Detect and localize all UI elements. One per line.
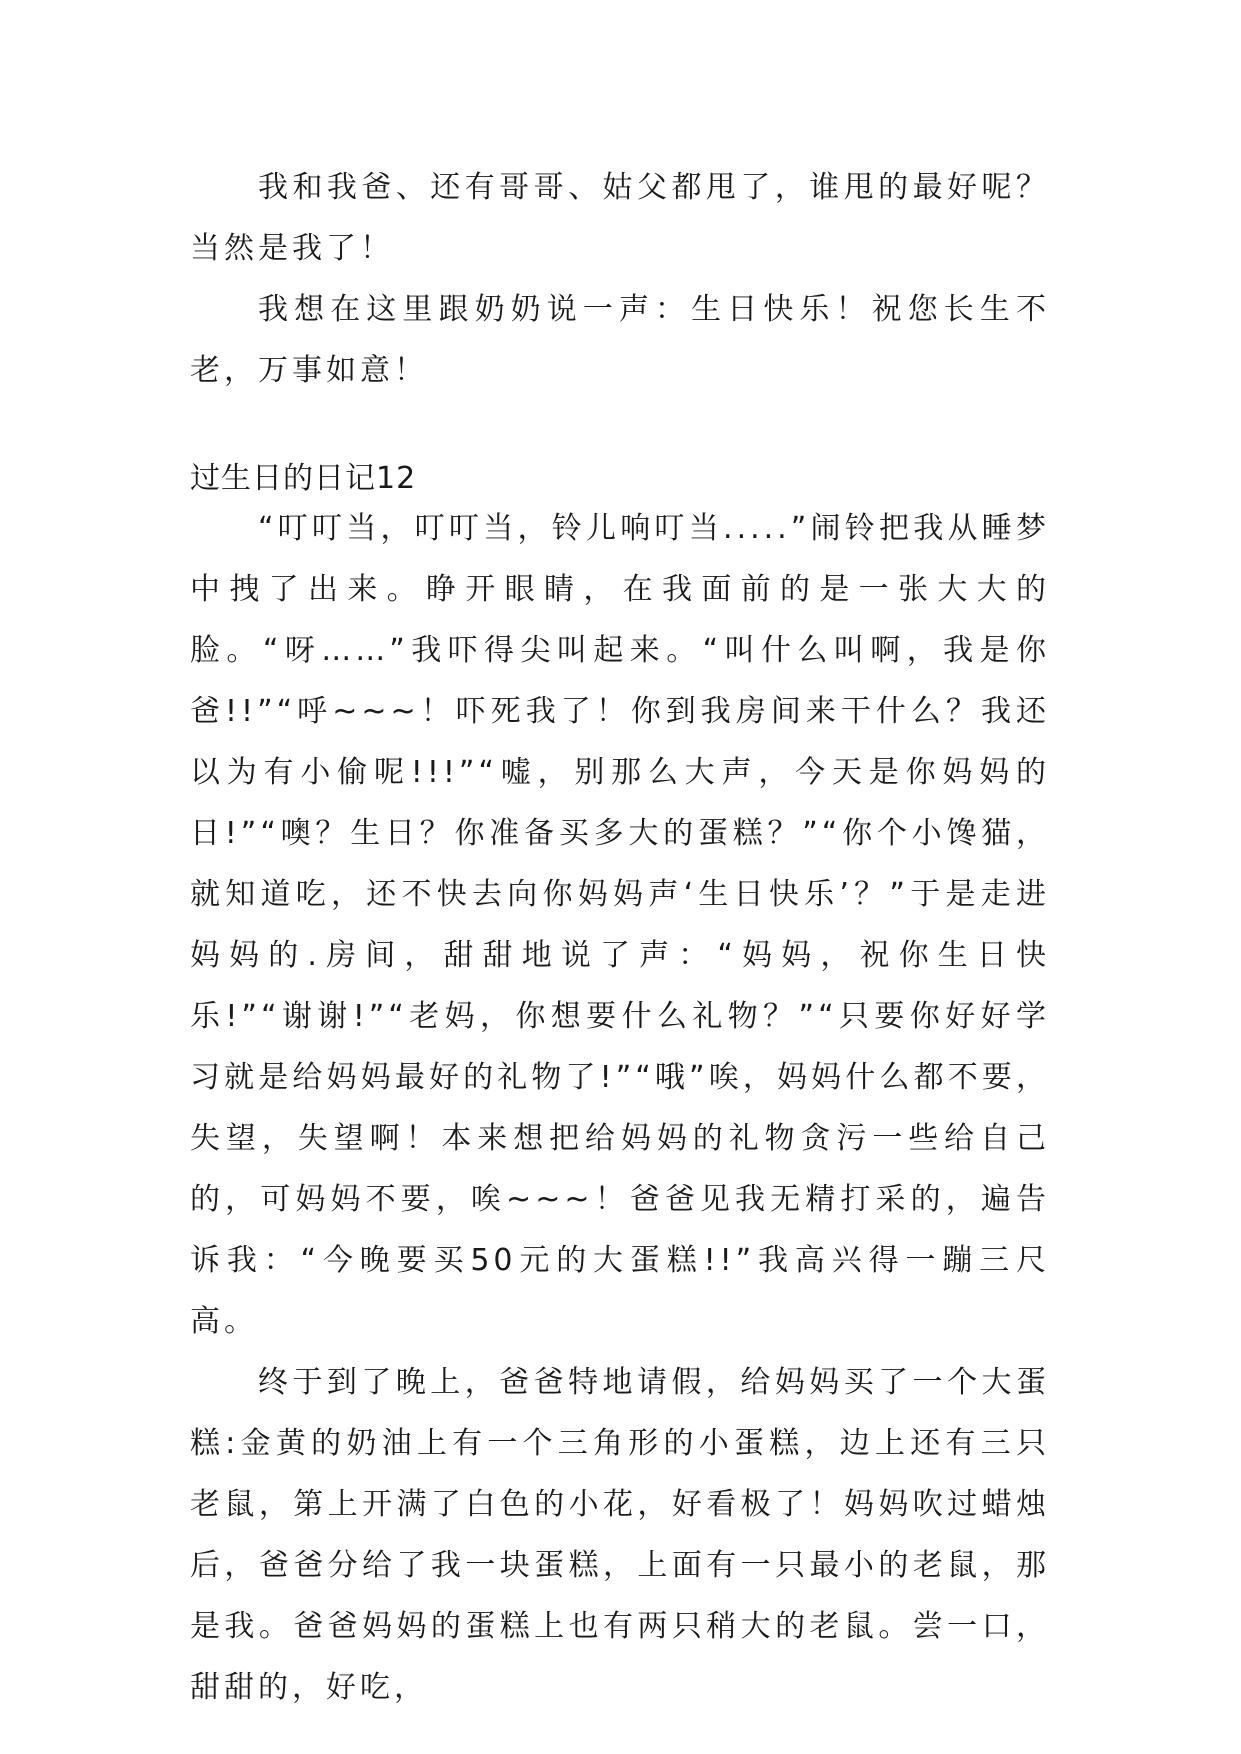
section-b [190, 498, 1050, 1718]
diary-title: 过生日的日记12 [190, 461, 417, 496]
paragraph: 我想在这里跟奶奶说一声：生日快乐！祝您长生不老，万事如意！ [190, 292, 1050, 388]
paragraph: 终于到了晚上，爸爸特地请假，给妈妈买了一个大蛋糕:金黄的奶油上有一个三角形的小蛋糕，边上还有三只老鼠，第上开满了白色的小花，好看极了！妈妈吹过蜡烛后，爸爸分给了我一块蛋糕，上面有一只最小的老鼠，那是我。爸爸妈妈的蛋糕上也有两只稍大的老鼠。尝一口，甜甜的，好吃， [190, 1365, 1050, 1705]
paragraph: 我和我爸、还有哥哥、姑父都甩了，谁甩的最好呢？当然是我了！ [190, 170, 1050, 266]
section-a [190, 157, 1050, 401]
paragraph: “叮叮当，叮叮当，铃儿响叮当.....”闹铃把我从睡梦中拽了出来。睁开眼睛，在我面前的是一张大大的脸。“呀……”我吓得尖叫起来。“叫什么叫啊，我是你爸!!”“呼~~~！吓死我了！你到我房间来干什么？我还以为有小偷呢!!!”“嘘，别那么大声，今天是你妈妈的日!”“噢？生日？你准备买多大的蛋糕？”“你个小馋猫，就知道吃，还不快去向你妈妈声‘生日快乐’？”于是走进妈妈的.房间，甜甜地说了声：“妈妈，祝你生日快乐!”“谢谢!”“老妈，你想要什么礼物？”“只要你好好学习就是给妈妈最好的礼物了!”“哦”唉，妈妈什么都不要，失望，失望啊！本来想把给妈妈的礼物贪污一些给自己的，可妈妈不要，唉~~~！爸爸见我无精打采的，遍告诉我：“今晚要买50元的大蛋糕!!”我高兴得一蹦三尺高。 [190, 511, 1050, 1339]
